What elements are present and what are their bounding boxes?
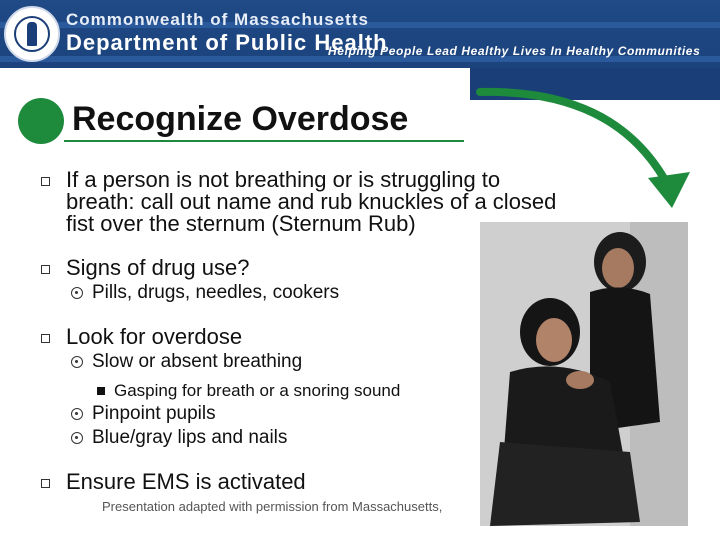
slide-footer: Presentation adapted with permission from Massachusetts,	[102, 499, 443, 514]
bullet-3-sub-2: Pinpoint pupils	[92, 403, 216, 424]
bullet-3-sub-3: Blue/gray lips and nails	[92, 427, 288, 448]
bullet-box-icon	[41, 479, 50, 488]
bullet-4: Ensure EMS is activated	[66, 469, 306, 494]
bullet-3: Look for overdose	[66, 324, 243, 349]
slide-title: Recognize Overdose	[72, 100, 409, 138]
bullet-box-icon	[41, 334, 50, 343]
subsub-bullet-icon	[97, 387, 105, 395]
bullet-1-line-1: If a person is not breathing or is struggling to	[66, 167, 501, 192]
sub-bullet-icon	[71, 408, 83, 420]
bullet-2: Signs of drug use?	[66, 255, 250, 280]
agency-line-2: Department of Public Health	[66, 30, 388, 55]
bullet-1-line-2: breath: call out name and rub knuckles of a closed	[66, 189, 557, 214]
bullet-2-sub-1: Pills, drugs, needles, cookers	[92, 282, 340, 303]
bullet-1-line-3: fist over the sternum (Sternum Rub)	[66, 211, 416, 236]
bullet-3-subsub-1: Gasping for breath or a snoring sound	[114, 381, 401, 400]
agency-line-1: Commonwealth of Massachusetts	[66, 10, 369, 29]
agency-tagline: Helping People Lead Healthy Lives In Healthy Communities	[328, 44, 701, 58]
bullet-box-icon	[41, 265, 50, 274]
sub-bullet-icon	[71, 287, 83, 299]
bullet-box-icon	[41, 177, 50, 186]
sub-bullet-icon	[71, 356, 83, 368]
bullet-3-sub-1: Slow or absent breathing	[92, 351, 303, 372]
sub-bullet-icon	[71, 432, 83, 444]
